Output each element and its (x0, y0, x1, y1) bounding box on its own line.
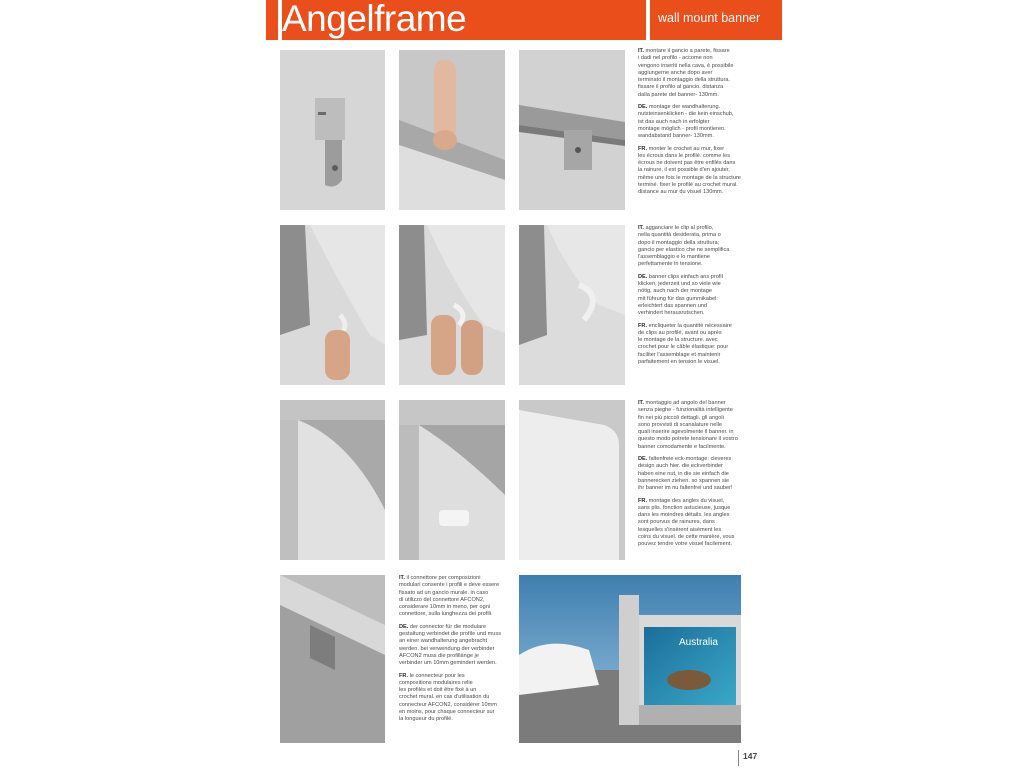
photo-wall-hook (280, 50, 385, 210)
photo-connector (280, 575, 385, 743)
photo-corner-2 (399, 400, 505, 560)
header-accent-strip (266, 0, 278, 40)
photo-corner-1 (280, 400, 385, 560)
photo-nut-insert (399, 50, 505, 210)
photo-banner-text: Australia (679, 637, 718, 648)
text-block-1: IT. montare il gancio a parete, fissare i dadi nel profilo - accome non vengono inseriti nella cava, è possibile aggiungerne anche dopo aver terminato il montaggio della struttura. fissare il profilo al gancio. distanza dalla parete del banner- 130mm. DE. montage der wandhalterung. nutsteinsenklicken - die kein einschub, ist das auch nach in erfolgter montage möglich - profil montieren. wandabstand banner- 130mm. FR. monter le crochet au mur, fixer les écrous dans le profilé. comme les écrous ne doivent pas être enfilés dans la rainure, il est possible d'en ajouter, même une fois le montage de la structure terminé. fixer le profilé au crochet mural. distance au mur du visuel 130mm. (638, 48, 741, 196)
photo-clip-profile-1 (280, 225, 385, 385)
photo-airport-banner (519, 575, 741, 743)
page-subtitle: wall mount banner (658, 11, 761, 25)
photo-clip-profile-2 (399, 225, 505, 385)
photo-corner-3 (519, 400, 625, 560)
page-number-divider (738, 750, 739, 766)
text-block-4: IT. il connettore per composizioni modulari consente i profili e deve essere fissato ad un gancio murale. in caso di utilizzo del connettore AFCON2, considerare 10mm in meno, per ogni connettore, sulla lunghezza dei profili. DE. der connector für die modulare gestaltung verbindet die profile und muss an einer wandhalterung angebracht werden. bei verwendung der verbinder AFCON2 muss die profillänge je verbinder um 10mm gemindert werden. FR. le connecteur pour les compositions modulaires relie les profilés et doit être fixé à un crochet mural. en cas d'utilisation du connecteur AFCON2, considérer 10mm en moins, pour chaque connecteur sur la longueur du profilé. (399, 575, 501, 723)
photo-profile-on-hook (519, 50, 625, 210)
page-title: Angelframe (282, 0, 467, 39)
text-block-2: IT. agganciare le clip al profilo, nella quantità desiderata, prima o dopo il montaggio della struttura; gancio per elastico che ne semplifica l'assemblaggio e lo mantiene perfettamente in tensione. DE. banner clips einfach ans profil klicken, jederzeit und so viele wie nötig, auch nach der montage mit führung für das gummikabel: erleichtert das spannen und verhindert herausrutschen. FR. encliqueter la quantité nécessaire de clips au profilé, avant ou après le montage de la structure. avec crochet pour le câble élastique: pour faciliter l'assemblage et maintenir parfaitement en tension le visuel. (638, 225, 732, 366)
page-number: 147 (743, 751, 758, 761)
text-block-3: IT. montaggio ad angolo del banner senza pieghe - funzionalità intelligente fin nei più piccoli dettagli. gli angoli sono provvisti di scanalature nelle quali inserire agevolmente il banner. in questo modo potrete tensionare il vostro banner comodamente e facilmente. DE. faltenfreie eck-montage: cleveres design auch hier. die eckverbinder haben eine nut, in die sie einfach die bannerecken ziehen. so spannen sie ihr banner im nu faltenfrei und sauber! FR. montage des angles du visuel, sans plis. fonction astucieuse, jusque dans les moindres détails. les angles sont pourvus de rainures, dans lesquelles s'insèrent aisément les coins du visuel. de cette manière, vous pouvez tendre votre visuel facilement. (638, 400, 738, 548)
photo-clip-profile-3 (519, 225, 625, 385)
